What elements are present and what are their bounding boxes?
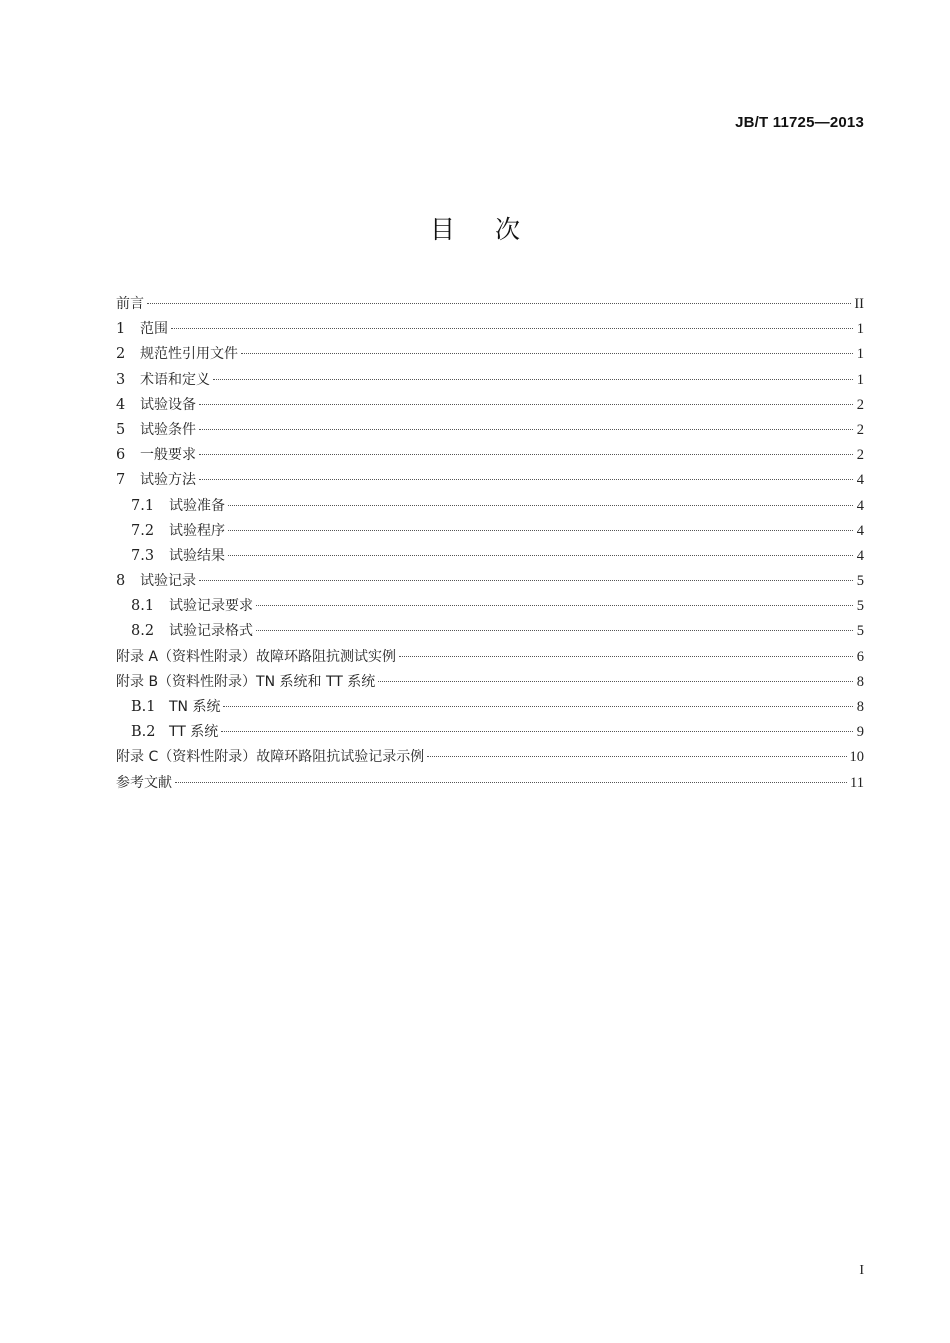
toc-entry-number: B.1 (131, 699, 156, 715)
toc-leader-dots (241, 352, 853, 354)
toc-entry-page: 1 (856, 321, 864, 338)
toc-leader-dots (228, 554, 853, 556)
toc-entry[interactable] (116, 594, 864, 619)
toc-entry-label: 试验程序 (169, 522, 225, 539)
page-number: I (859, 1263, 864, 1278)
toc-entry[interactable] (116, 418, 864, 443)
toc-entry-page: 8 (856, 673, 864, 690)
toc-entry-number: 5 (116, 421, 126, 438)
toc-entry[interactable] (116, 494, 864, 519)
toc-entry-number: 7 (116, 472, 126, 489)
toc-entry-page: 6 (856, 648, 864, 665)
toc-leader-dots (256, 604, 853, 606)
toc-entry-page: II (854, 296, 864, 312)
toc-leader-dots (199, 403, 853, 405)
toc-entry[interactable] (116, 368, 864, 393)
toc-entry-page: 2 (856, 421, 864, 438)
toc-entry-page: 4 (856, 497, 864, 514)
standard-number: JB/T 11725—2013 (735, 114, 864, 131)
toc-entry-label: 试验记录要求 (169, 598, 253, 615)
toc-entry-page: 4 (856, 472, 864, 489)
toc-leader-dots (256, 629, 853, 631)
toc-entry[interactable] (116, 468, 864, 493)
toc-leader-dots (147, 302, 851, 304)
toc-entry-label: 试验记录格式 (169, 623, 253, 640)
toc-entry-page: 1 (856, 346, 864, 363)
toc-entry-page: 5 (856, 598, 864, 615)
toc-entry[interactable] (116, 670, 864, 695)
toc-entry-number: 6 (116, 447, 126, 464)
toc-entry-label: 附录 B（资料性附录）TN 系统和 TT 系统 (116, 673, 376, 690)
toc-entry-page: 8 (856, 699, 864, 715)
toc-entry-number: 8 (116, 573, 126, 590)
toc-entry-page: 1 (856, 371, 864, 388)
toc-entry-number: 8.2 (131, 623, 155, 640)
toc-entry-label: 试验条件 (140, 421, 196, 438)
toc-entry[interactable] (116, 393, 864, 418)
toc-entry-page: 4 (856, 547, 864, 564)
toc-entry-page: 9 (856, 724, 864, 741)
toc-leader-dots (228, 529, 853, 531)
toc-entry-label: 附录 C（资料性附录）故障环路阻抗试验记录示例 (116, 749, 425, 766)
toc-entry-label: 前言 (116, 296, 144, 312)
toc-leader-dots (199, 478, 853, 480)
toc-entry-label: 试验记录 (140, 573, 196, 590)
toc-entry-label: 试验结果 (169, 547, 225, 564)
toc-entry[interactable] (116, 342, 864, 367)
toc-entry[interactable] (116, 519, 864, 544)
table-of-contents (116, 292, 864, 796)
toc-entry-page: 5 (856, 623, 864, 640)
toc-leader-dots (427, 755, 846, 757)
toc-leader-dots (378, 680, 853, 682)
toc-entry-page: 5 (856, 573, 864, 590)
toc-entry[interactable] (116, 443, 864, 468)
toc-entry[interactable] (116, 292, 864, 317)
toc-entry-number: 8.1 (131, 598, 155, 615)
toc-entry[interactable] (116, 720, 864, 745)
toc-leader-dots (399, 655, 853, 657)
toc-entry-label: TN 系统 (169, 699, 221, 715)
toc-entry-page: 11 (850, 774, 864, 791)
toc-entry-label: 一般要求 (140, 447, 196, 464)
toc-entry-number: 3 (116, 371, 126, 388)
toc-entry-label: 附录 A（资料性附录）故障环路阻抗测试实例 (116, 648, 397, 665)
toc-leader-dots (199, 579, 853, 581)
toc-entry-label: 范围 (140, 321, 168, 338)
toc-leader-dots (213, 378, 853, 380)
toc-entry-label: 试验方法 (140, 472, 196, 489)
toc-entry-number: 7.3 (131, 547, 155, 564)
toc-entry-label: 规范性引用文件 (140, 346, 238, 363)
toc-entry[interactable] (116, 317, 864, 342)
toc-leader-dots (175, 781, 847, 783)
toc-entry-number: 1 (116, 321, 126, 338)
toc-entry-page: 2 (856, 447, 864, 464)
toc-entry-label: 术语和定义 (140, 371, 210, 388)
toc-leader-dots (228, 504, 853, 506)
toc-entry-number: 4 (116, 396, 126, 413)
toc-entry[interactable] (116, 695, 864, 720)
toc-leader-dots (171, 327, 853, 329)
toc-entry-page: 10 (849, 749, 864, 766)
toc-leader-dots (223, 705, 853, 707)
toc-entry[interactable] (116, 544, 864, 569)
toc-entry[interactable] (116, 569, 864, 594)
toc-entry[interactable] (116, 745, 864, 770)
toc-entry-number: 7.2 (131, 522, 155, 539)
toc-entry[interactable] (116, 771, 864, 796)
toc-entry-label: 参考文献 (116, 774, 172, 791)
toc-entry-number: B.2 (131, 724, 156, 741)
toc-entry[interactable] (116, 645, 864, 670)
toc-entry-label: 试验准备 (169, 497, 225, 514)
toc-leader-dots (221, 730, 853, 732)
toc-entry-page: 2 (856, 396, 864, 413)
toc-entry-number: 7.1 (131, 497, 155, 514)
toc-entry-number: 2 (116, 346, 126, 363)
toc-title: 目次 (429, 215, 560, 244)
toc-entry-page: 4 (856, 522, 864, 539)
toc-entry-label: 试验设备 (140, 396, 196, 413)
toc-leader-dots (199, 428, 853, 430)
toc-leader-dots (199, 453, 853, 455)
toc-entry-label: TT 系统 (169, 724, 219, 741)
toc-entry[interactable] (116, 619, 864, 644)
